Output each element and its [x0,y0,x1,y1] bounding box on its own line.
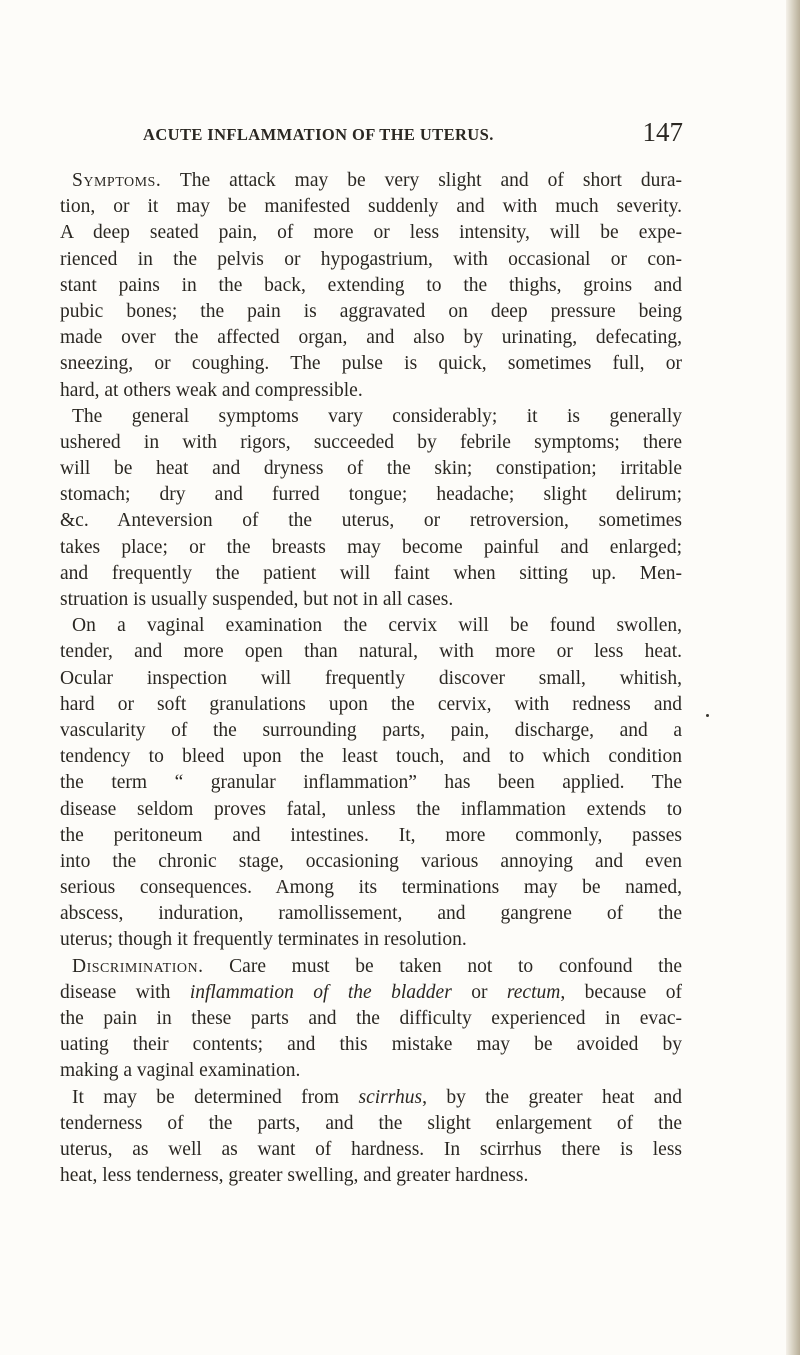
section-heading-symptoms: Symptoms. [72,170,162,191]
text-line: disease seldom proves fatal, unless the inflammation extends to [60,798,682,820]
text-line: stomach; dry and furred tongue; headache; slight delirum; [60,484,682,506]
stray-ink-mark [706,714,709,717]
text-line: tenderness of the parts, and the slight enlargement of the [60,1112,682,1134]
text-line: &c. Anteversion of the uterus, or retroversion, sometimes [60,510,682,532]
text-line: It may be determined from scirrhus, by the greater heat and [72,1086,682,1108]
text-line: serious consequences. Among its terminations may be named, [60,877,682,899]
text-line: hard, at others weak and compressible. [60,379,363,401]
text-line: Ocular inspection will frequently discover small, whitish, [60,667,682,689]
italic-term: inflammation of the bladder [189,981,452,1003]
text-line: disease with inflammation of the bladder or rectum, because of [60,981,683,1003]
italic-term: rectum [506,981,561,1003]
text-line: uating their contents; and this mistake may be avoided by [60,1034,682,1056]
text-line: will be heat and dryness of the skin; constipation; irritable [60,458,682,480]
text-line: ushered in with rigors, succeeded by febrile symptoms; there [60,431,682,453]
text-line: tender, and more open than natural, with more or less heat. [60,641,682,663]
text-line: into the chronic stage, occasioning various annoying and even [60,850,682,872]
text-line: rienced in the pelvis or hypogastrium, with occasional or con- [60,248,682,270]
body-text [60,168,682,1189]
page-number: 147 [642,117,683,147]
text-line: abscess, induration, ramollissement, and gangrene of the [60,903,682,925]
text-line: the peritoneum and intestines. It, more commonly, passes [60,824,682,846]
text-line: heat, less tenderness, greater swelling, and greater hardness. [60,1165,529,1187]
running-head [143,117,683,157]
text-line: making a vaginal examination. [60,1060,301,1082]
text-line: and frequently the patient will faint when sitting up. Men- [60,562,682,584]
text-line: tion, or it may be manifested suddenly and with much severity. [60,196,682,218]
text-line: vascularity of the surrounding parts, pain, discharge, and a [60,719,682,741]
text-line: made over the affected organ, and also by urinating, defecating, [60,327,682,349]
text-line: The general symptoms vary considerably; it is generally [72,405,682,427]
text-line: pubic bones; the pain is aggravated on deep pressure being [60,300,682,322]
text-line: the pain in these parts and the difficulty experienced in evac- [60,1008,682,1029]
text-line: uterus, as well as want of hardness. In scirrhus there is less [60,1138,682,1160]
text-line: uterus; though it frequently terminates in resolution. [60,929,467,951]
text-line: A deep seated pain, of more or less intensity, will be expe- [60,222,682,244]
text-line: Discrimination. Care must be taken not to confound the [72,955,682,977]
page-binding-edge [786,0,800,1355]
text-line: On a vaginal examination the cervix will be found swollen, [72,615,682,637]
text-line: sneezing, or coughing. The pulse is quick, sometimes full, or [60,353,682,375]
text-line: the term “ granular inflammation” has been applied. The [60,772,682,794]
italic-term: scirrhus [358,1086,423,1108]
running-title: ACUTE INFLAMMATION OF THE UTERUS. [143,125,494,144]
text-line: stant pains in the back, extending to the thighs, groins and [60,274,682,296]
text-line: hard or soft granulations upon the cervix, with redness and [60,693,682,715]
text-line: struation is usually suspended, but not in all cases. [60,589,454,610]
text-line: takes place; or the breasts may become painful and enlarged; [60,536,682,558]
text-line: tendency to bleed upon the least touch, and to which condition [60,746,682,768]
text-line: Symptoms. The attack may be very slight and of short dura- [72,170,682,191]
section-heading-discrimination: Discrimination. [72,955,204,977]
